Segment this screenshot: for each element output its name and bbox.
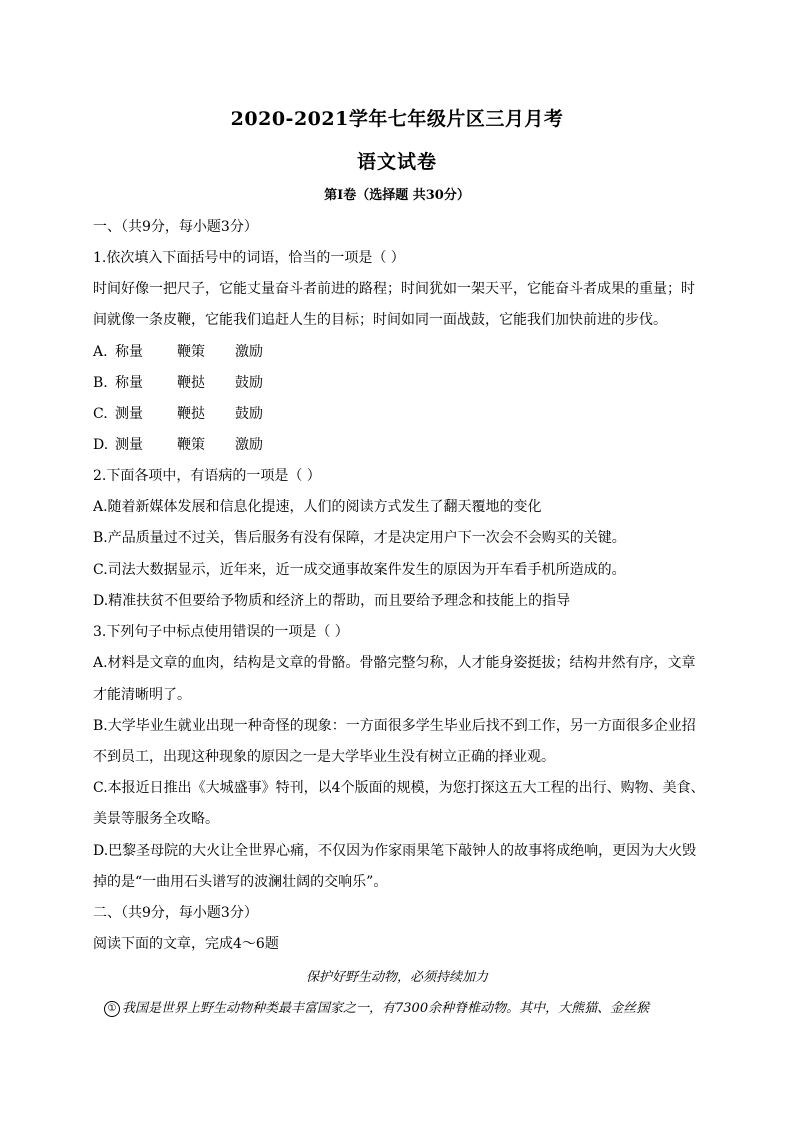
option-word: 鞭策 [177, 437, 205, 453]
article-paragraph-1 [104, 997, 649, 1017]
q1-option-a [93, 343, 263, 361]
section1-heading: 一、（共9分，每小题3分） [93, 219, 258, 235]
option-label: D. [93, 437, 109, 453]
option-label: A. [93, 344, 108, 360]
q1-passage-line1: 时间好像一把尺子，它能丈量奋斗者前进的路程；时间犹如一架天平，它能奋斗者成果的重量；时 [93, 281, 695, 297]
q1-option-b [93, 374, 263, 392]
option-word: 测量 [115, 437, 143, 453]
part-heading: 第Ⅰ卷（选择题 共30分） [324, 188, 470, 203]
section2-instruction: 阅读下面的文章，完成4～6题 [93, 936, 279, 952]
option-word: 鼓励 [235, 406, 263, 422]
exam-subtitle: 语文试卷 [356, 151, 437, 173]
q3-option-a-line2: 才能清晰明了。 [93, 687, 191, 703]
option-label: B. [93, 375, 108, 391]
option-word: 鼓励 [235, 375, 263, 391]
paragraph-number-marker: ① [104, 1001, 120, 1017]
q1-passage-line2: 间就像一条皮鞭，它能我们追赶人生的目标；时间如同一面战鼓，它能我们加快前进的步伐。 [93, 312, 667, 328]
q2-option-c: C.司法大数据显示，近年来，近一成交通事故案件发生的原因为开车看手机所造成的。 [93, 562, 626, 578]
q3-option-d-line1: D.巴黎圣母院的大火让全世界心痛，不仅因为作家雨果笔下敲钟人的故事将成绝响，更因为大火毁 [93, 843, 697, 859]
option-word: 激励 [235, 437, 263, 453]
option-label: C. [93, 406, 108, 422]
exam-title: 2020-2021学年七年级片区三月月考 [230, 108, 564, 130]
q3-option-c-line2: 美景等服务全攻略。 [93, 811, 219, 827]
option-word: 鞭策 [177, 344, 205, 360]
option-word: 激励 [235, 344, 263, 360]
option-word: 称量 [115, 344, 143, 360]
q3-option-d-line2: 掉的是“一曲用石头谱写的波澜壮阔的交响乐”。 [93, 874, 388, 890]
paragraph-text: 我国是世界上野生动物种类最丰富国家之一，有7300余种脊椎动物。其中，大熊猫、金丝猴 [122, 1001, 650, 1016]
option-word: 测量 [115, 406, 143, 422]
option-word: 称量 [115, 375, 143, 391]
q3-option-b-line1: B.大学毕业生就业出现一种奇怪的现象：一方面很多学生毕业后找不到工作，另一方面很多企业招 [93, 718, 696, 734]
q1-option-d [93, 436, 263, 454]
article-title: 保护好野生动物，必须持续加力 [305, 970, 488, 985]
section2-heading: 二、（共9分，每小题3分） [93, 905, 258, 921]
option-word: 鞭挞 [177, 406, 205, 422]
q1-stem: 1.依次填入下面括号中的词语，恰当的一项是（ ） [93, 250, 405, 266]
q2-option-d: D.精准扶贫不但要给予物质和经济上的帮助，而且要给予理念和技能上的指导 [93, 593, 571, 609]
q3-stem: 3.下列句子中标点使用错误的一项是（ ） [93, 624, 349, 640]
q2-option-b: B.产品质量过不过关，售后服务有没有保障，才是决定用户下一次会不会购买的关键。 [93, 530, 626, 546]
q3-option-b-line2: 不到员工，出现这种现象的原因之一是大学毕业生没有树立正确的择业观。 [93, 749, 555, 765]
q1-option-c [93, 405, 263, 423]
q3-option-c-line1: C.本报近日推出《大城盛事》特刊，以4个版面的规模，为您打探这五大工程的出行、购物、美食、 [93, 780, 705, 796]
q2-stem: 2.下面各项中，有语病的一项是（ ） [93, 468, 321, 484]
option-word: 鞭挞 [177, 375, 205, 391]
q2-option-a: A.随着新媒体发展和信息化提速，人们的阅读方式发生了翻天覆地的变化 [93, 499, 542, 515]
q3-option-a-line1: A.材料是文章的血肉，结构是文章的骨骼。骨骼完整匀称，人才能身姿挺拔；结构井然有序，文章 [93, 655, 696, 671]
